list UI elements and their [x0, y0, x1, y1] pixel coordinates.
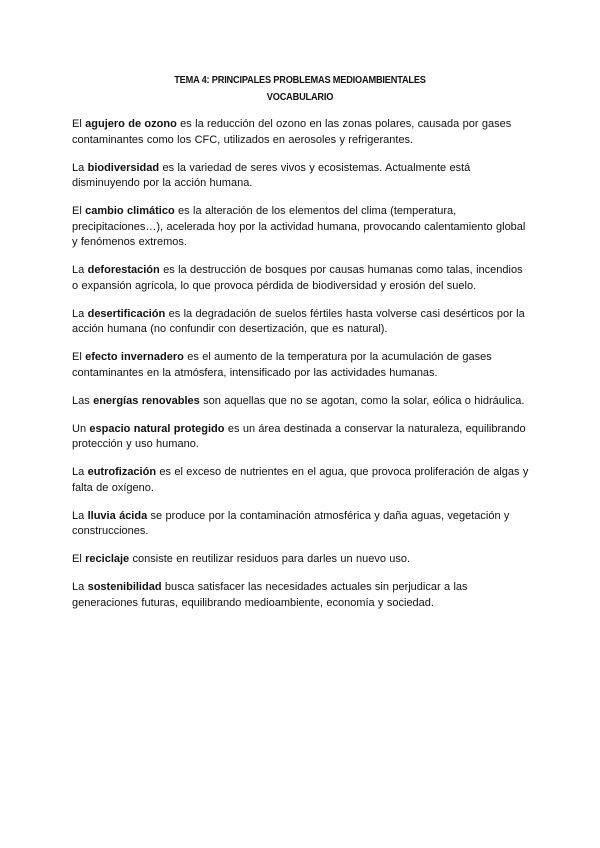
vocabulary-entry-reciclaje [72, 552, 530, 568]
entry-term: espacio natural protegido [89, 422, 225, 435]
entry-term: deforestación [87, 264, 160, 276]
entry-intro: El [72, 205, 86, 217]
document-title: TEMA 4: PRINCIPALES PROBLEMAS MEDIOAMBIENTALES [174, 75, 426, 86]
vocabulary-entry-efecto-invernadero [72, 350, 530, 381]
entry-intro: La [72, 307, 88, 320]
entry-term: efecto invernadero [85, 351, 184, 363]
entry-term: lluvia ácida [87, 509, 148, 522]
entry-definition: es el aumento de la temperatura por la acumulación de gases contaminantes en la atmósfera, intensificado por las actividades humanas. [72, 351, 492, 379]
vocabulary-entry-energias-renovables [72, 394, 530, 410]
entry-term: biodiversidad [87, 161, 160, 174]
entry-intro: La [72, 466, 88, 478]
document-subtitle: VOCABULARIO [266, 92, 334, 103]
entry-definition: es un área destinada a conservar la naturaleza, equilibrando protección y uso humano. [72, 422, 526, 450]
entry-term: sostenibilidad [87, 581, 162, 593]
entry-intro: El [72, 351, 86, 363]
entry-intro: La [72, 581, 88, 593]
entry-definition: se produce por la contaminación atmosférica y daña aguas, vegetación y construcciones. [72, 509, 510, 537]
entry-term: reciclaje [85, 553, 130, 565]
entry-intro: Un [72, 422, 90, 435]
vocabulary-entry-agujero-de-ozono [72, 117, 530, 148]
entry-intro: Las [72, 394, 94, 407]
entry-intro: El [72, 553, 86, 565]
entry-term: desertificación [87, 307, 166, 320]
entry-intro: El [72, 118, 86, 130]
entry-definition: consiste en reutilizar residuos para darles un nuevo uso. [129, 553, 411, 565]
entry-definition: es la reducción del ozono en las zonas polares, causada por gases contaminantes como los CFC, utilizados en aerosoles y refrigerantes. [72, 118, 512, 146]
vocabulary-list [72, 117, 530, 624]
vocabulary-entry-espacio-natural-protegido [72, 422, 530, 453]
entry-definition: es la destrucción de bosques por causas humanas como talas, incendios o expansión agrícola, lo que provoca pérdida de biodiversidad y erosión del suelo. [72, 264, 523, 292]
entry-term: eutrofización [87, 466, 157, 478]
vocabulary-entry-cambio-climatico [72, 204, 530, 251]
vocabulary-entry-biodiversidad [72, 161, 530, 192]
entry-intro: La [72, 264, 88, 276]
vocabulary-entry-desertificacion [72, 307, 530, 338]
entry-term: cambio climático [85, 205, 175, 217]
entry-intro: La [72, 161, 88, 174]
entry-intro: La [72, 509, 88, 522]
entry-definition: es la variedad de seres vivos y ecosistemas. Actualmente está disminuyendo por la acción humana. [72, 161, 471, 189]
entry-term: agujero de ozono [85, 118, 177, 130]
entry-term: energías renovables [93, 394, 200, 407]
entry-definition: es la degradación de suelos fértiles hasta volverse casi desérticos por la acción humana (no confundir con desertización, que es natural). [72, 307, 525, 335]
document-header [0, 72, 600, 106]
vocabulary-entry-eutrofizacion [72, 465, 530, 496]
entry-definition: es el exceso de nutrientes en el agua, que provoca proliferación de algas y falta de oxígeno. [72, 466, 529, 494]
entry-definition: busca satisfacer las necesidades actuales sin perjudicar a las generaciones futuras, equilibrando medioambiente, economía y sociedad. [72, 581, 468, 609]
vocabulary-entry-deforestacion [72, 263, 530, 294]
vocabulary-entry-lluvia-acida [72, 509, 530, 540]
vocabulary-entry-sostenibilidad [72, 580, 530, 611]
entry-definition: es la alteración de los elementos del clima (temperatura, precipitaciones…), acelerada hoy por la actividad humana, provocando calentamiento global y fenómenos extremos. [72, 205, 526, 248]
entry-definition: son aquellas que no se agotan, como la solar, eólica o hidráulica. [199, 394, 525, 407]
